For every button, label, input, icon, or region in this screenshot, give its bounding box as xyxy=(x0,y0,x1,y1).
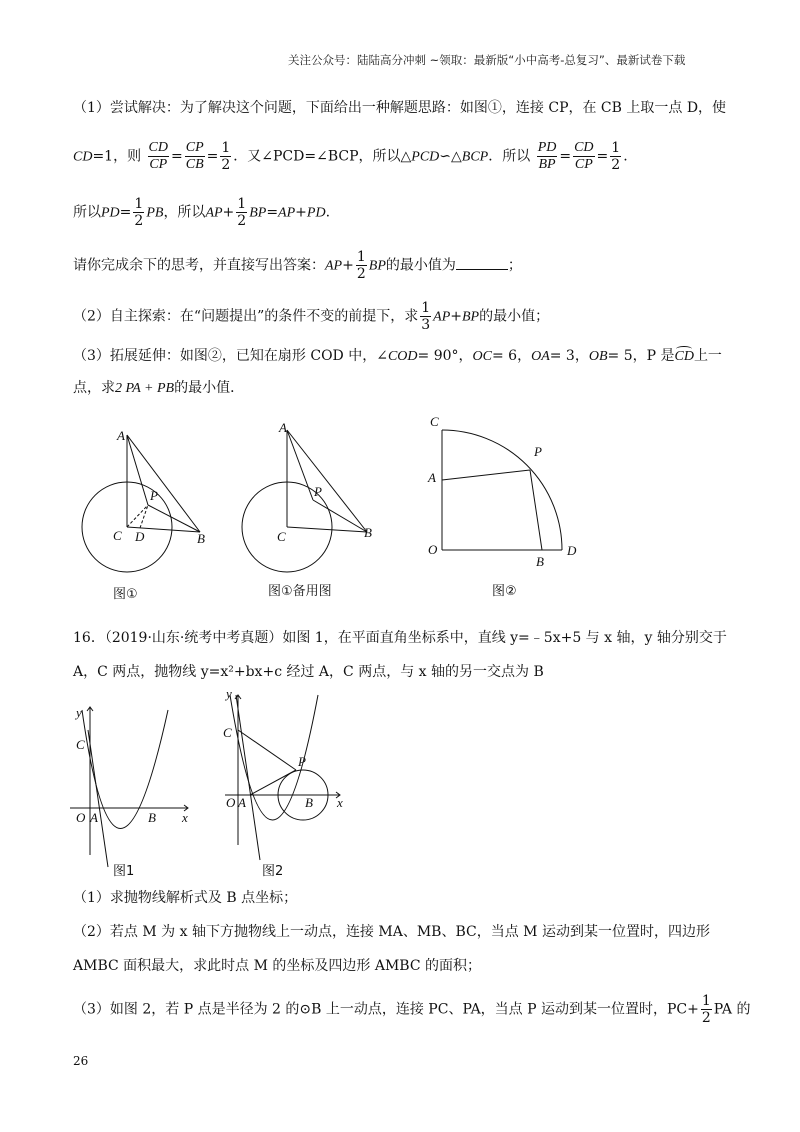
label-d: D xyxy=(567,543,577,558)
fraction-half xyxy=(356,249,367,282)
numerator: 1 xyxy=(701,993,711,1009)
math: OC xyxy=(472,349,492,364)
label-b: B xyxy=(536,554,544,569)
label-p: P xyxy=(298,754,306,769)
q16-part2-line2: AMBC 面积最大，求此时点 M 的坐标及四边形 AMBC 的面积； xyxy=(73,958,481,974)
label-b: B xyxy=(305,795,313,810)
math: PB xyxy=(146,205,164,221)
numerator: 1 xyxy=(356,249,366,265)
math: ∠COD xyxy=(376,349,418,364)
fraction-half xyxy=(220,140,231,173)
equals: = xyxy=(559,148,572,165)
numerator: 1 xyxy=(611,140,621,156)
fraction-cd-cp xyxy=(573,140,594,173)
label-a: A xyxy=(117,428,125,443)
text-frag: = 5，P 是 xyxy=(607,348,675,364)
label-p: P xyxy=(534,444,542,459)
math: AP xyxy=(205,205,223,221)
text-frag: = 90°， xyxy=(417,348,473,364)
plus: + xyxy=(342,257,354,274)
label-d: D xyxy=(135,529,145,544)
fraction-third xyxy=(420,300,431,333)
figure-1-backup xyxy=(242,430,367,572)
equals: = xyxy=(171,148,183,165)
label-p: P xyxy=(150,488,158,503)
label-p: P xyxy=(314,484,322,499)
numerator: 1 xyxy=(221,140,231,156)
math: OB xyxy=(588,349,608,364)
figure-1 xyxy=(82,435,200,572)
denominator: 2 xyxy=(221,157,231,173)
denominator: 2 xyxy=(611,157,621,173)
label-y: y xyxy=(76,705,82,720)
text-frag: PA 的 xyxy=(713,1001,751,1018)
fraction-cp-cb xyxy=(185,140,205,173)
denominator: 3 xyxy=(421,317,431,333)
numerator: CD xyxy=(574,140,594,155)
math: BP xyxy=(368,258,386,274)
numerator: 1 xyxy=(237,196,247,212)
fraction-cd-cp xyxy=(148,140,169,173)
denominator: 2 xyxy=(356,266,366,282)
q15-part1-line4 xyxy=(73,249,522,282)
page-number: 26 xyxy=(73,1054,89,1068)
numerator: CD xyxy=(148,140,168,155)
line-ac xyxy=(236,695,260,860)
equals: = xyxy=(119,204,132,221)
equals: = xyxy=(206,148,219,165)
q16-stem-line1: 16．（2019·山东·统考中考真题）如图 1，在平面直角坐标系中，直线 y=﹣5x+5 与 x 轴，y 轴分别交于 xyxy=(73,630,727,646)
figure-2-caption: 图② xyxy=(492,584,517,599)
math: BP xyxy=(462,309,480,325)
numerator: 1 xyxy=(134,196,144,212)
figure-1-caption: 图① xyxy=(113,587,138,602)
label-a: A xyxy=(428,470,436,485)
q15-part1-line2 xyxy=(73,140,628,173)
q16-part1: （1）求抛物线解析式及 B 点坐标； xyxy=(73,890,298,906)
math: BP xyxy=(249,205,267,221)
figure-1-backup-caption: 图①备用图 xyxy=(268,584,332,599)
label-b: B xyxy=(364,525,372,540)
q15-part1-line3 xyxy=(73,196,330,229)
label-c: C xyxy=(223,725,232,740)
graph-fig2 xyxy=(225,695,340,860)
text-frag: =1，则 xyxy=(92,148,142,165)
denominator: CP xyxy=(574,157,593,172)
label-c: C xyxy=(76,737,85,752)
fraction-half xyxy=(133,196,144,229)
fraction-half xyxy=(236,196,247,229)
text-frag: ．又∠PCD=∠BCP，所以 xyxy=(233,148,401,165)
label-y: y xyxy=(226,686,232,701)
label-x: x xyxy=(337,795,343,810)
label-c: C xyxy=(277,529,286,544)
arc-cd xyxy=(674,349,693,364)
header-banner: 关注公众号：陆陆高分冲刺 ~领取：最新版“小中高考-总复习”、最新试卷下载 xyxy=(288,53,686,67)
label-c: C xyxy=(430,414,439,429)
equals: = xyxy=(266,204,279,221)
q16-stem-line2: A，C 两点，抛物线 y=x²+bx+c 经过 A，C 两点，与 x 轴的另一交点为 B xyxy=(73,664,544,680)
denominator: BP xyxy=(538,157,556,172)
q16-part3 xyxy=(73,993,751,1026)
label-a: A xyxy=(90,810,98,825)
graph-fig1 xyxy=(70,707,188,867)
q15-part3-line1 xyxy=(73,346,722,367)
text-frag: （2）自主探索：在“问题提出”的条件不变的前提下，求 xyxy=(73,308,419,325)
answer-blank[interactable] xyxy=(456,255,508,270)
q16-figure-1-caption: 图1 xyxy=(113,864,135,879)
figure-2 xyxy=(442,430,562,550)
text-frag: （3）如图 2，若 P 点是半径为 2 的⊙B 上一动点，连接 PC、PA，当点 P 运动到某一位置时，PC+ xyxy=(73,1001,699,1018)
cd-term: CD xyxy=(73,149,93,165)
q15-part3-line2 xyxy=(73,378,244,399)
denominator: CB xyxy=(185,157,204,172)
math: AP xyxy=(433,309,451,325)
fraction-half xyxy=(701,993,712,1026)
numerator: 1 xyxy=(421,300,431,316)
math: PD xyxy=(306,205,326,221)
q16-part2-line1: （2）若点 M 为 x 轴下方抛物线上一动点，连接 MA、MB、BC，当点 M 运动到某一位置时，四边形 xyxy=(73,924,710,940)
label-o: O xyxy=(226,795,236,810)
math: 2 PA + PB xyxy=(115,381,175,396)
label-b: B xyxy=(148,810,156,825)
text-frag: = 6， xyxy=(491,348,532,364)
label-a: A xyxy=(279,420,287,435)
q15-part2 xyxy=(73,300,549,333)
q15-figures xyxy=(80,410,620,610)
q16-figure-2-caption: 图2 xyxy=(262,864,284,879)
label-o: O xyxy=(428,542,438,557)
text-frag: 点，求 xyxy=(73,380,115,396)
label-a: A xyxy=(238,795,246,810)
denominator: 2 xyxy=(237,213,247,229)
line-ac xyxy=(88,730,108,867)
text-frag: = 3， xyxy=(549,348,589,364)
text-frag: ，所以 xyxy=(163,204,206,221)
text-frag: 的最小值． xyxy=(174,380,245,396)
arc-mark-icon xyxy=(676,346,691,352)
text-frag: ； xyxy=(507,257,522,274)
label-x: x xyxy=(182,810,188,825)
similar-statement: △PCD∽△BCP xyxy=(400,149,489,165)
period: . xyxy=(623,148,628,165)
label-o: O xyxy=(76,810,86,825)
period: . xyxy=(325,204,331,221)
denominator: CP xyxy=(149,157,168,172)
q15-part1-line1: （1）尝试解决：为了解决这个问题，下面给出一种解题思路：如图①，连接 CP，在 CB 上取一点 D，使 xyxy=(73,100,727,116)
plus: + xyxy=(450,308,462,325)
text-frag: ．所以 xyxy=(488,148,531,165)
numerator: PD xyxy=(537,140,557,155)
q16-figures xyxy=(60,685,360,875)
fraction-pd-bp xyxy=(537,140,558,173)
fraction-half xyxy=(610,140,621,173)
text-frag: 的最小值为 xyxy=(385,257,456,274)
math: AP xyxy=(278,205,296,221)
arc-label: CD xyxy=(674,349,694,364)
text-frag: 请你完成余下的思考，并直接写出答案： xyxy=(73,257,325,274)
math: PD xyxy=(101,205,120,221)
denominator: 2 xyxy=(701,1010,711,1026)
equals: = xyxy=(596,148,609,165)
text-frag: 的最小值； xyxy=(479,308,550,325)
plus: + xyxy=(222,204,235,221)
math: OA xyxy=(531,349,550,364)
plus: + xyxy=(295,204,307,221)
math: AP xyxy=(325,258,343,274)
label-c: C xyxy=(113,528,122,543)
label-b: B xyxy=(197,531,205,546)
text-frag: 上一 xyxy=(693,348,722,364)
denominator: 2 xyxy=(134,213,144,229)
numerator: CP xyxy=(185,140,204,155)
text-frag: 所以 xyxy=(73,204,101,221)
arc-cd xyxy=(442,430,562,550)
text-frag: （3）拓展延伸：如图②，已知在扇形 COD 中， xyxy=(73,348,377,364)
